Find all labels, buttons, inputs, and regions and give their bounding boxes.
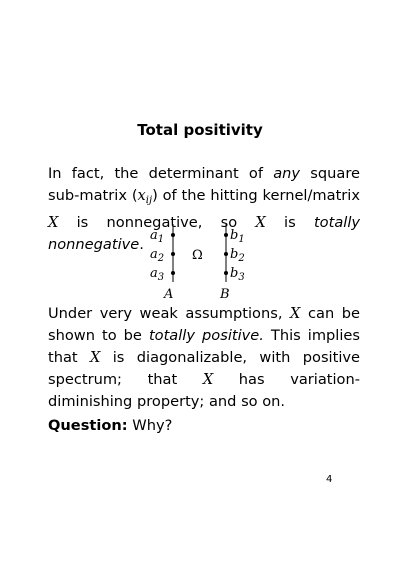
text-run: has variation-diminishing property; and so on. <box>48 371 360 410</box>
math-X: X <box>255 214 266 231</box>
text-run: is diagonalizable, with positive spectrum; that <box>48 349 360 388</box>
point-a1 <box>171 233 175 237</box>
question-line <box>48 415 172 437</box>
label-B: B <box>220 287 230 302</box>
text-run: is <box>265 214 314 231</box>
math-X: X <box>202 371 214 388</box>
label-a1: $a_1$ <box>150 228 165 245</box>
label-a2: $a_2$ <box>150 247 165 264</box>
text-run: This implies that <box>48 327 360 366</box>
label-b3: $b_3$ <box>230 266 245 283</box>
label-b2: $b_2$ <box>230 247 245 264</box>
text-run: can be shown to be <box>48 305 360 344</box>
question-text: Why? <box>127 417 173 434</box>
text-run: Under very weak assumptions, <box>48 305 291 322</box>
matrix-entry-symbol: x <box>137 187 146 204</box>
emphasis-any: any <box>273 165 301 182</box>
emphasis-totally-nonnegative: totally nonnegative <box>48 214 361 253</box>
text-run: is nonnegative, so <box>58 214 256 231</box>
point-b1 <box>224 233 228 237</box>
label-a3: $a_3$ <box>150 266 165 283</box>
math-X: X <box>290 305 301 322</box>
math-X: X <box>48 214 59 231</box>
region-omega: Ω <box>192 248 203 263</box>
label-b1: $b_1$ <box>230 228 245 245</box>
hitting-diagram <box>140 222 260 302</box>
page-number: 4 <box>326 474 333 485</box>
point-b2 <box>224 252 228 256</box>
text-run: ) of the hitting kernel/matrix <box>152 187 360 204</box>
point-b3 <box>224 271 228 275</box>
math-X: X <box>90 349 101 366</box>
point-a3 <box>171 271 175 275</box>
emphasis-totally-positive: totally positive. <box>148 327 264 344</box>
text-run: square sub-matrix ( <box>48 165 360 204</box>
point-a2 <box>171 252 175 256</box>
paragraph-totally-positive <box>48 303 360 413</box>
slide-title: Total positivity <box>137 121 263 139</box>
question-label: Question: <box>48 417 128 434</box>
text-run: In fact, the determinant of <box>48 165 274 182</box>
text-run: . <box>139 236 144 253</box>
matrix-entry-subscript: ij <box>145 195 153 206</box>
label-A: A <box>164 287 174 302</box>
